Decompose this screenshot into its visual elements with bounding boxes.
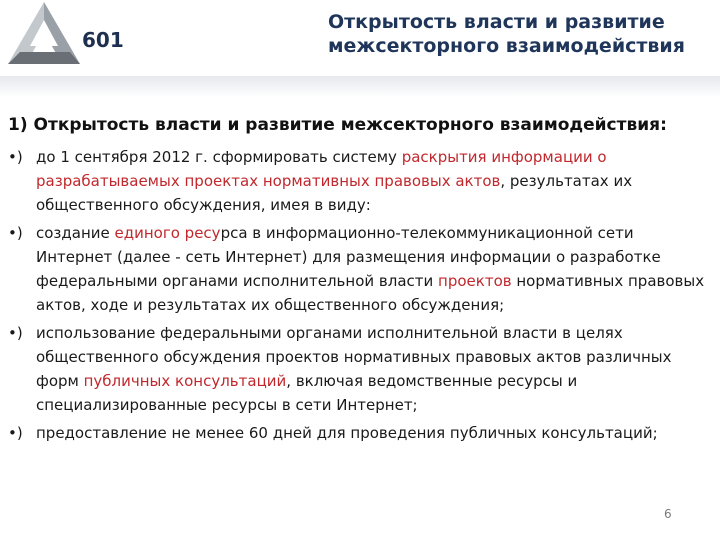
highlighted-text: раскрытия информации о разрабатываемых проектах нормативных правовых актов [36,148,607,190]
bullet-marker: •) [8,424,23,442]
bullet-text: нормативных правовых актов, ходе и результатах их общественного обсуждения; [36,272,705,314]
bullet-marker: •) [8,324,23,342]
bullet-item [8,321,708,417]
page-title [328,10,708,58]
page-title-line-1: Открытость власти и развитие [328,11,665,33]
bullet-item [8,145,708,217]
highlighted-text: проектов [438,272,512,290]
bullet-text: , результатах их общественного обсуждения, имея в виду: [36,172,633,214]
impossible-triangle-logo-icon [6,0,82,66]
highlighted-text: публичных консультаций [83,372,287,390]
bullet-item [8,221,708,317]
page-number: 6 [664,507,672,521]
page-title-line-2: межсекторного взаимодействия [328,35,685,57]
bullet-text: использование федеральными органами исполнительной власти в целях общественного обсуждения проектов нормативных правовых актов различных форм [36,324,672,390]
bullet-text: рса в информационно-телекоммуникационной сети Интернет (далее - сеть Интернет) для размещения информации о разработке федеральными органами исполнительной власти [36,224,661,290]
bullet-text: предоставление не менее 60 дней для проведения публичных консультаций; [36,424,658,442]
highlighted-text: единого ресу [114,224,221,242]
bullet-item [8,421,708,445]
header-divider [0,76,720,98]
slide-content [8,113,708,449]
bullet-marker: •) [8,224,23,242]
bullet-text: до 1 сентября 2012 г. сформировать систему [36,148,402,166]
section-heading: 1) Открытость власти и развитие межсекторного взаимодействия: [8,115,667,135]
bullet-text: , включая ведомственные ресурсы и специализированные ресурсы в сети Интернет; [36,372,578,414]
bullet-marker: •) [8,148,23,166]
bullet-text: создание [36,224,115,242]
bullet-list [8,145,708,445]
slide-number: 601 [82,28,124,52]
